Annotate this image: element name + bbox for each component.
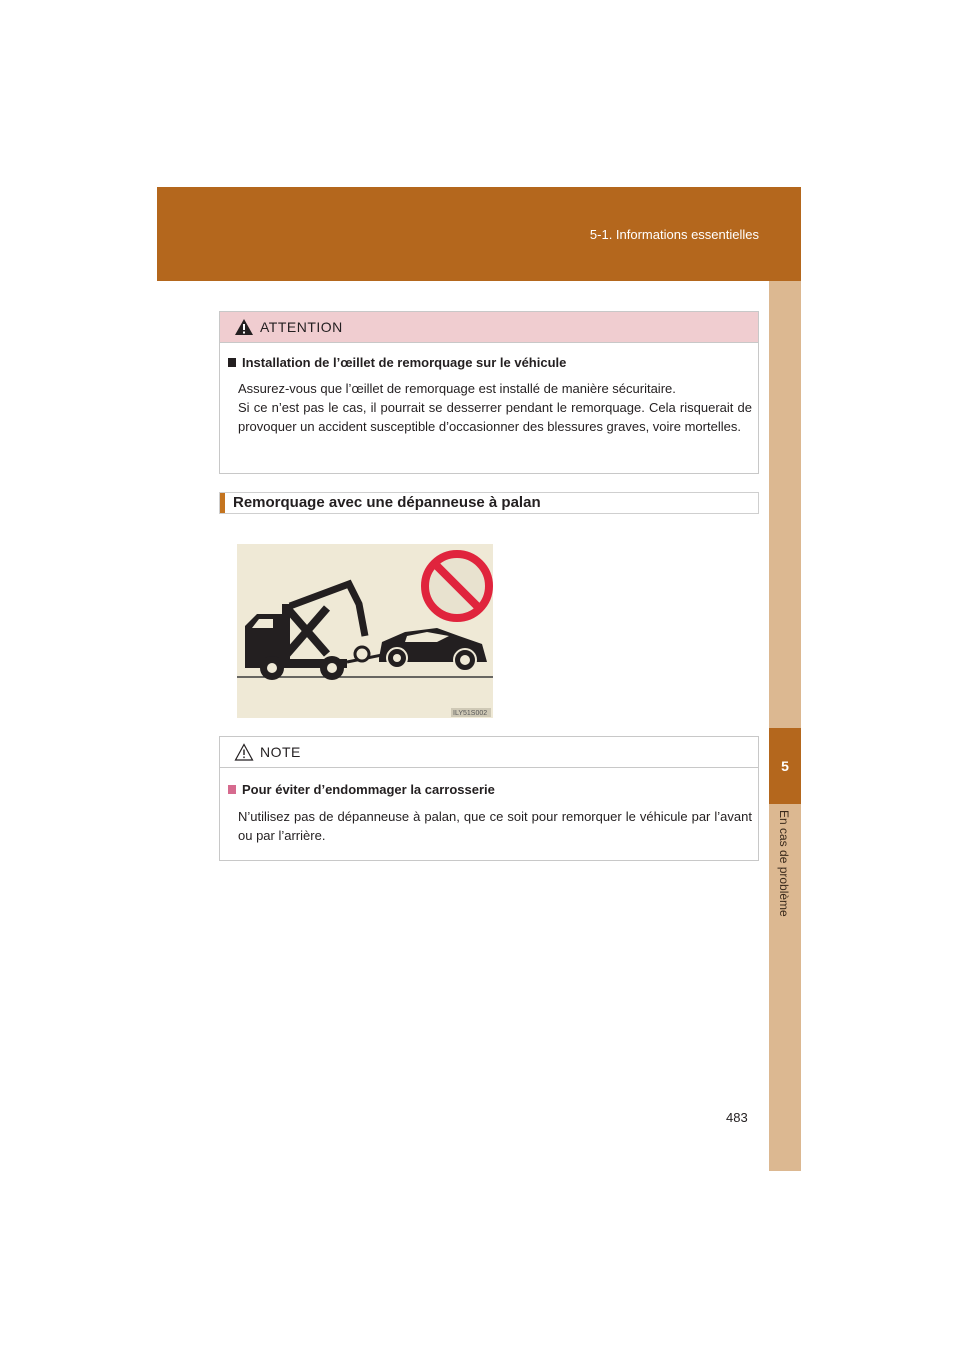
section-title: Remorquage avec une dépanneuse à palan <box>233 494 541 511</box>
note-title: NOTE <box>260 744 301 760</box>
attention-box <box>219 311 759 474</box>
note-box <box>219 736 759 861</box>
tow-truck-illustration <box>237 544 493 718</box>
attention-text-2: Si ce n’est pas le cas, il pourrait se desserrer pendant le remorquage. Cela risquerait de provoquer un accident susceptible d’occasionner des blessures graves, voire mortelles. <box>238 400 752 434</box>
attention-text-1: Assurez-vous que l’œillet de remorquage est installé de manière sécuritaire. <box>238 381 676 396</box>
chapter-side-tab <box>769 281 801 1171</box>
chapter-label-text: En cas de problème <box>777 810 791 917</box>
note-header <box>220 737 758 768</box>
attention-header <box>220 312 758 343</box>
attention-title: ATTENTION <box>260 319 343 335</box>
section-breadcrumb: 5-1. Informations essentielles <box>589 227 759 242</box>
chapter-number: 5 <box>781 758 789 774</box>
warning-icon <box>234 743 254 761</box>
page-header <box>157 187 801 281</box>
chapter-label <box>777 810 793 945</box>
square-bullet-icon <box>228 785 236 794</box>
note-item-title: Pour éviter d’endommager la carrosserie <box>228 782 495 797</box>
page-number: 483 <box>726 1110 748 1125</box>
section-heading <box>219 492 759 514</box>
section-heading-bar <box>220 493 225 513</box>
note-text: N’utilisez pas de dépanneuse à palan, que ce soit pour remorquer le véhicule par l’avant ou par l’arrière. <box>238 809 752 843</box>
prohibition-icon <box>425 554 489 618</box>
square-bullet-icon <box>228 358 236 367</box>
attention-item-title: Installation de l’œillet de remorquage sur le véhicule <box>228 355 566 370</box>
warning-icon <box>234 318 254 336</box>
figure-code: ILY51S002 <box>453 710 488 717</box>
